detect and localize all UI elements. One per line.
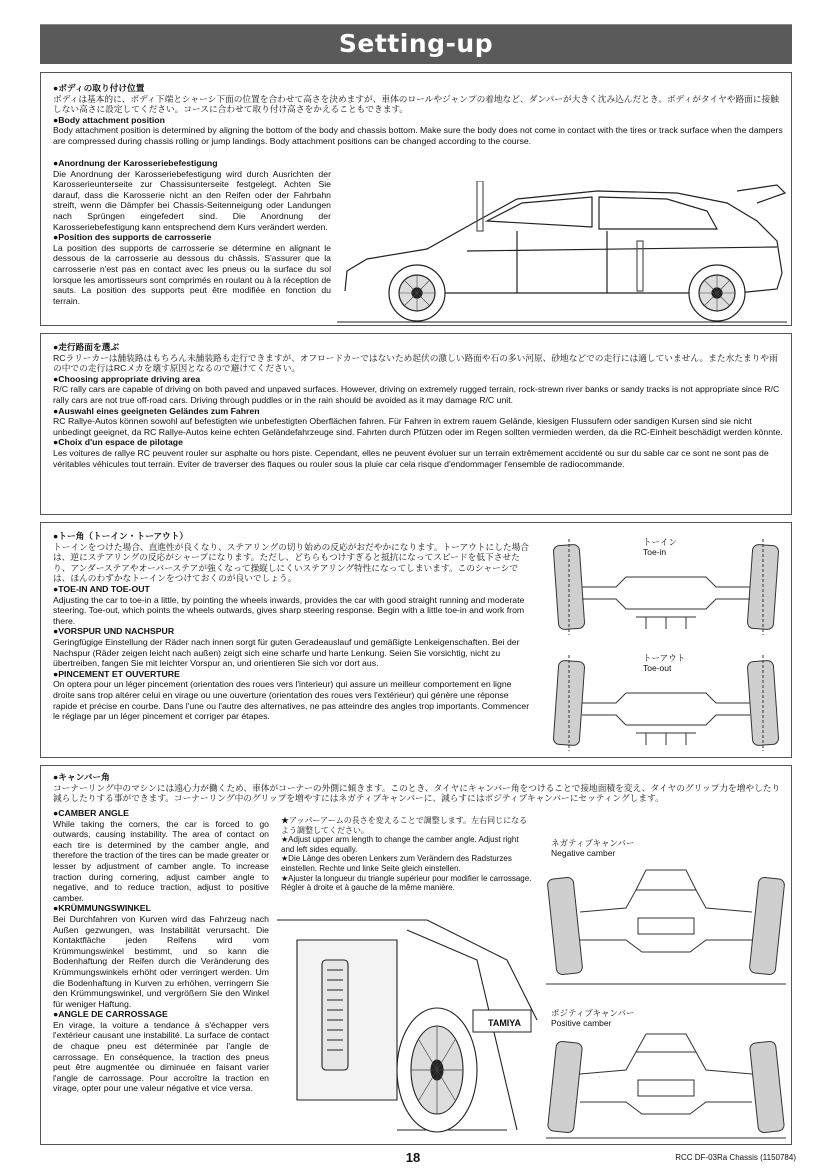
de-heading: ●Auswahl eines geeigneten Geländes zum Fahren xyxy=(53,405,260,416)
section-toe xyxy=(40,522,792,758)
header-bar xyxy=(40,24,792,64)
fr-text: En virage, la voiture a tendance à s'échapper vers l'extérieur causant une instabilité. La surface de contact de chaque pneu est déterminée par l'angle de carrossage. En conséquence, la traction des pneus peut être augmentée ou diminuée en faisant varier l'angle de carrossage. Pour accroître la traction en virage, opter pour une valeur négative et vice versa. xyxy=(53,1019,269,1094)
toe-out-label: トーアウト Toe-out xyxy=(643,653,686,673)
fr-heading: ●Choix d'un espace de pilotage xyxy=(53,437,183,448)
fr-text: La position des supports de carrosserie se détermine en alignant le dessous de la carrosserie au dessous du châssis. S'assurer que la carrosserie n'est pas en contact avec les pneus ou la surface du sol lorsque les amortisseurs sont comprimés en roulant ou à la réception de sauts. La position des supports peut être modifiée en fonction du terrain. xyxy=(53,242,331,306)
toe-in-diagram xyxy=(546,537,786,637)
jp-text: RCラリーカーは舗装路はもちろん未舗装路も走行できますが、オフロードカーではないため起伏の激しい路面や石の多い河原、砂地などでの走行には適していません。また水たまりや雨の中での走行はRCメカを壊す原因となるので避けてください。 xyxy=(53,352,778,374)
page-title: Setting-up xyxy=(338,29,494,58)
de-text: Bei Durchfahren von Kurven wird das Fahrzeug nach Außen gezwungen, was Instabilität verursacht. Die Kontaktfläche jeden Reifens wird vom Krümmungswinkel bestimmt, und so kann die Bodenhaftung der Reifen durch die Veränderung des Krümmungswinkels erhöht oder verringert werden. Um die Bodenhaftung in Kurven zu erhöhen, verringern Sie den Krümmungswinkel, und vergrößern Sie den Winkel für weniger Haftung. xyxy=(53,913,269,1009)
positive-camber-label: ポジティブキャンバー Positive camber xyxy=(551,1008,635,1028)
fr-heading: ●PINCEMENT ET OUVERTURE xyxy=(53,668,180,679)
fr-heading: ●ANGLE DE CARROSSAGE xyxy=(53,1009,168,1020)
model-code: RCC DF-03Ra Chassis (1150784) xyxy=(675,1153,796,1162)
jp-heading: ●ボディの取り付け位置 xyxy=(53,83,145,93)
en-text: Adjusting the car to toe-in a little, by pointing the wheels inwards, provides the car with good straight running and moderate steering. Toe-out, which points the wheels outwards, gives sharp steering response. Begin with a little toe-in and work from there. xyxy=(53,594,525,626)
section-driving-area xyxy=(40,333,792,515)
camber-intro xyxy=(53,772,783,804)
toe-text xyxy=(53,531,535,722)
de-heading: ●VORSPUR UND NACHSPUR xyxy=(53,626,175,637)
de-text: Geringfügige Einstellung der Räder nach innen sorgt für guten Geradeauslauf und gemäßigte Lenkeigenschaften. Bei der Nachspur (Räder zeigen leicht nach außen) zeigt sich eine scharfe und harte Lenkung. Seien Sie vorsichtig, nicht zu übertreiben, fangen Sie mit leichter Vorspur an, und orientieren Sie sich vor dort aus. xyxy=(53,636,520,669)
negative-camber-label: ネガティブキャンバー Negative camber xyxy=(551,838,635,858)
camber-adjust-note: ★アッパーアームの長さを変えることで調整します。左右同じになるよう調整してください。 ★Adjust upper arm length to change the camber angle. Adjust right and left sides equally. ★Die Länge des oberen Lenkers zum Verändern des Radsturzes einstellen. Rechte und linke Seite gleich einstellen. ★Ajuster la longueur du triangle supérieur pour modifier le carrossage. Régler à droite et à gauche de la même manière. xyxy=(281,816,532,893)
jp-text: トーインをつけた場合、直進性が良くなり、ステアリングの切り始めの反応がおだやかになります。トーアウトにした場合は、逆にステアリングの反応がシャープになります。ただし、どちらもつけすぎると抵抗になってスピードを低下させたり、アンダーステアやオーバーステアが強くなって操縦しにくいステアリング特性になってしまいます。このシャーシでは、ほんのわずかなトーインをつけておくのが良いでしょう。 xyxy=(53,541,529,584)
toe-in-label: トーイン Toe-in xyxy=(643,537,678,557)
en-text: While taking the corners, the car is forced to go outwards, causing instability. The area of contact on each tire is determined by the camber angle, and therefore the traction of the tires can be made greater or lesser by adjustment of camber angle. To increase traction during cornering, adjust camber angle to negative, and to reduce traction, adjust to positive camber. xyxy=(53,818,269,903)
toe-out-diagram xyxy=(546,653,786,753)
fr-heading: ●Position des supports de carrosserie xyxy=(53,232,212,243)
en-heading: ●TOE-IN AND TOE-OUT xyxy=(53,583,150,594)
de-text: Die Anordnung der Karosseriebefestigung wird durch Ausrichten der Karosserieunterseite zur Chassisunterseite festgelegt. Achten Sie darauf, dass die Karosserie nicht an den Reifen oder der Fahrbahn streift, wenn die Dämpfer bei Chassis-Seitenneigung oder Landungen nach Sprüngen eingefedert sind. Die Anordnung der Karosseriebefestigung kann entsprechend dem Kurs verändert werden. xyxy=(53,168,331,232)
camber-multilang xyxy=(53,808,269,1094)
de-heading: ●Anordnung der Karosseriebefestigung xyxy=(53,158,218,168)
positive-camber-diagram xyxy=(546,1030,786,1142)
jp-text: ボディは基本的に、ボディ下端とシャーシ下面の位置を合わせて高さを決めますが、車体のロールやジャンプの着地など、ダンパーが大きく沈み込んだとき、ボディがタイヤや路面に接触しない高さに設定してください。コースに合わせて取り付け高さをかえることもできます。 xyxy=(53,93,779,115)
jp-heading: ●キャンバー角 xyxy=(53,772,110,782)
en-heading: ●Body attachment position xyxy=(53,114,165,125)
rally-car-illustration xyxy=(337,181,787,323)
body-attachment-intro xyxy=(53,83,783,147)
en-text: Body attachment position is determined by aligning the bottom of the body and chassis bottom. Make sure the body does not come in contact with the tires or track surface when the dampers are compressed during chassis rolling or jump landings. Body attachment positions can be changed according to the course. xyxy=(53,125,783,146)
page-number: 18 xyxy=(405,1150,421,1165)
de-heading: ●KRÜMMUNGSWINKEL xyxy=(53,903,151,914)
fr-text: Les voitures de rallye RC peuvent rouler sur asphalte ou hors piste. Cependant, elles ne peuvent évoluer sur un terrain extrêmement accidenté ou sur du sable car ce sont ne sont pas de véritables véhicules tout terrain. Eviter de traverser des flaques ou rouler sous la pluie car cela risque d'endommager l'ensemble de radiocommande. xyxy=(53,447,769,469)
en-heading: ●Choosing appropriate driving area xyxy=(53,373,201,384)
jp-text: コーナーリング中のマシンには遠心力が働くため、車体がコーナーの外側に傾きます。このとき、タイヤにキャンバー角をつけることで接地面積を変え、タイヤのグリップ力を増やしたり減らしたりする事ができます。コーナーリング中のグリップを増やすにはネガティブキャンバーに、減らすにはポジティブキャンバーにセッティングします。 xyxy=(53,782,781,804)
section-body-attachment xyxy=(40,72,792,326)
section-camber xyxy=(40,765,792,1145)
fr-text: On optera pour un léger pincement (orientation des roues vers l'interieur) qui assure un meilleur comportement en ligne droite sans trop altérer celui en virage ou une ouverture (orientation des roues vers l'extérieur) qui génère une réponse rapide et précise en courbe. Dans l'une ou l'autre des alternatives, ne pas atteindre des angles trop importants. Commencer le réglage par un léger pincement et corriger par étapes. xyxy=(53,679,530,722)
tamiya-logo-text: TAMIYA xyxy=(487,1018,521,1028)
en-text: R/C rally cars are capable of driving on both paved and unpaved surfaces. However, driving on extremely rugged terrain, rock-strewn river banks or sandy tracks is not appropriate since R/C rally cars are not true off-road cars. Driving through puddles or in the rain should be avoided as it may damage R/C unit. xyxy=(53,384,780,405)
body-attachment-de-fr xyxy=(53,158,331,306)
negative-camber-diagram xyxy=(546,860,786,990)
de-text: RC Rallye-Autos können sowohl auf befestigten wie unbefestigten Oberflächen fahren. Für Fahren in extrem rauem Gelände, kiesigen Flussufern oder sandigen Kursen sind sie nicht unbedingt geeignet, da RC Rallye-Autos keine echten Geländefahrzeuge sind. Fahrten durch Pfützen oder im Regen sollten vermieden werden, da die RC-Einheit beschädigt werden könnte. xyxy=(53,416,783,437)
en-heading: ●CAMBER ANGLE xyxy=(53,808,129,818)
jp-heading: ●トー角（トーイン・トーアウト） xyxy=(53,531,189,541)
jp-heading: ●走行路面を選ぶ xyxy=(53,342,120,352)
driving-area-text xyxy=(53,342,783,469)
